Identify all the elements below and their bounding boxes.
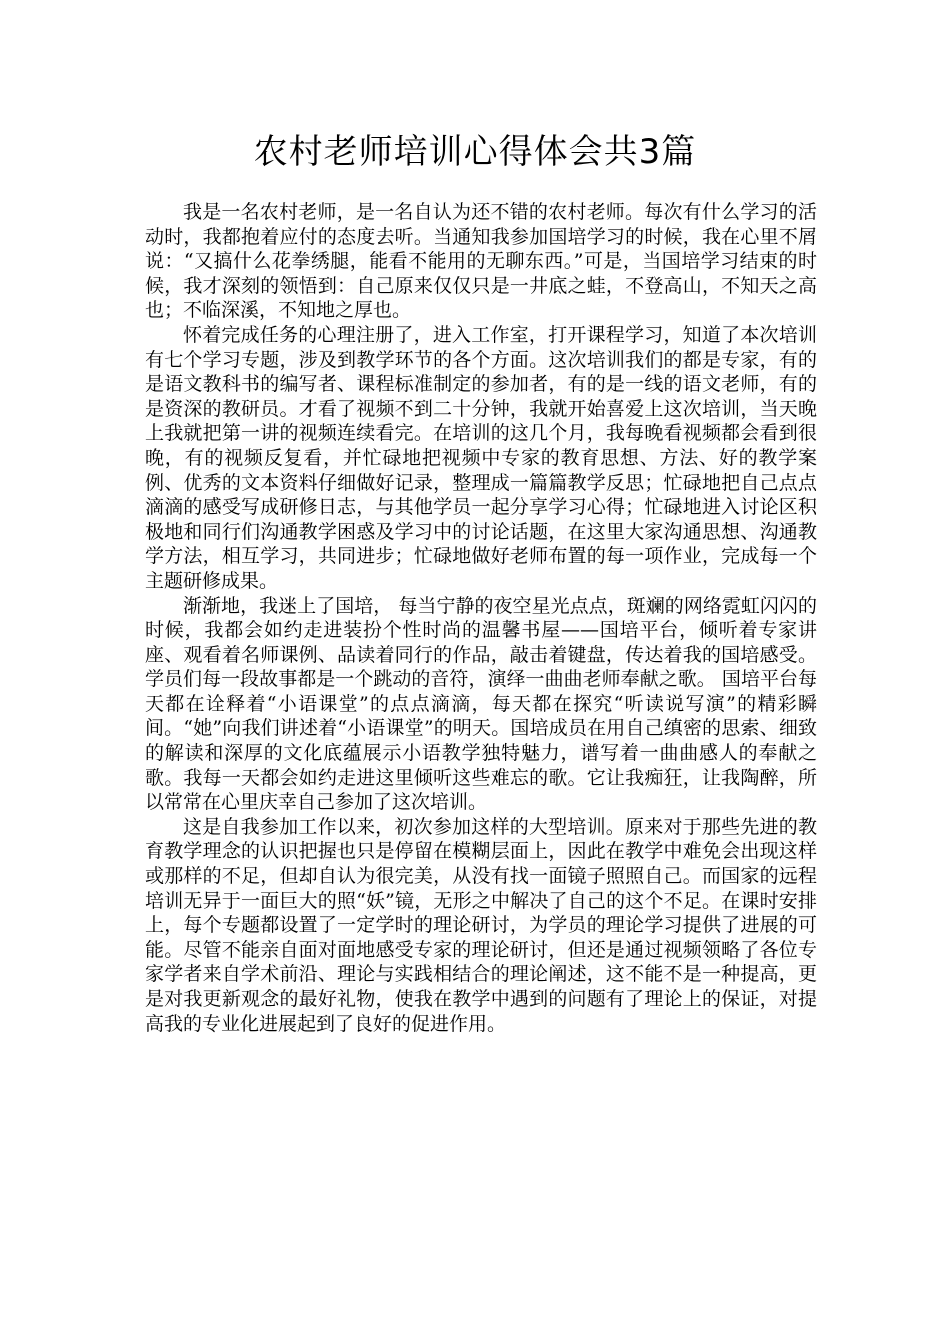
paragraph-3: 渐渐地，我迷上了国培， 每当宁静的夜空星光点点，斑斓的网络霓虹闪闪的时候，我都会如约走进装扮个性时尚的温馨书屋——国培平台，倾听着专家讲座、观看着名师课例、品读着同行的作品，敲击着键盘，传达着我的国培感受。学员们每一段故事都是一个跳动的音符，演绎一曲曲老师奉献之歌。 国培平台每天都在诠释着“小语课堂”的点点滴滴，每天都在探究“听读说写演”的精彩瞬间。“她”向我们讲述着“小语课堂”的明天。国培成员在用自己缜密的思索、细致的解读和深厚的文化底蕴展示小语教学独特魅力，谱写着一曲曲感人的奉献之歌。我每一天都会如约走进这里倾听这些难忘的歌。它让我痴狂，让我陶醉，所以常常在心里庆幸自己参加了这次培训。 [145,594,817,814]
paragraph-4: 这是自我参加工作以来，初次参加这样的大型培训。原来对于那些先进的教育教学理念的认识把握也只是停留在模糊层面上，因此在教学中难免会出现这样或那样的不足，但却自认为很完美，从没有找一面镜子照照自己。而国家的远程培训无异于一面巨大的照“妖”镜，无形之中解决了自己的这个不足。在课时安排上，每个专题都设置了一定学时的理论研讨，为学员的理论学习提供了进展的可能。尽管不能亲自面对面地感受专家的理论研讨，但还是通过视频领略了各位专家学者来自学术前沿、理论与实践相结合的理论阐述，这不能不是一种提高，更是对我更新观念的最好礼物，使我在教学中遇到的问题有了理论上的保证，对提高我的专业化进展起到了良好的促进作用。 [145,815,817,1035]
paragraph-2: 怀着完成任务的心理注册了，进入工作室，打开课程学习，知道了本次培训有七个学习专题，涉及到教学环节的各个方面。这次培训我们的都是专家，有的是语文教科书的编写者、课程标准制定的参加者，有的是一线的语文老师，有的是资深的教研员。才看了视频不到二十分钟，我就开始喜爱上这次培训，当天晚上我就把第一讲的视频连续看完。在培训的这几个月，我每晚看视频都会看到很晚，有的视频反复看，并忙碌地把视频中专家的教育思想、方法、好的教学案例、优秀的文本资料仔细做好记录，整理成一篇篇教学反思；忙碌地把自己点点滴滴的感受写成研修日志，与其他学员一起分享学习心得；忙碌地进入讨论区积极地和同行们沟通教学困惑及学习中的讨论话题，在这里大家沟通思想、沟通教学方法，相互学习，共同进步；忙碌地做好老师布置的每一项作业，完成每一个主题研修成果。 [145,323,817,592]
paragraph-1: 我是一名农村老师，是一名自认为还不错的农村老师。每次有什么学习的活动时，我都抱着应付的态度去听。当通知我参加国培学习的时候，我在心里不屑说：“又搞什么花拳绣腿，能看不能用的无聊东西。”可是，当国培学习结束的时候，我才深刻的领悟到：自己原来仅仅只是一井底之蛙，不登高山，不知天之高也；不临深溪，不知地之厚也。 [145,201,817,322]
document-body [145,200,817,1036]
document-title: 农村老师培训心得体会共3篇 [253,132,697,172]
